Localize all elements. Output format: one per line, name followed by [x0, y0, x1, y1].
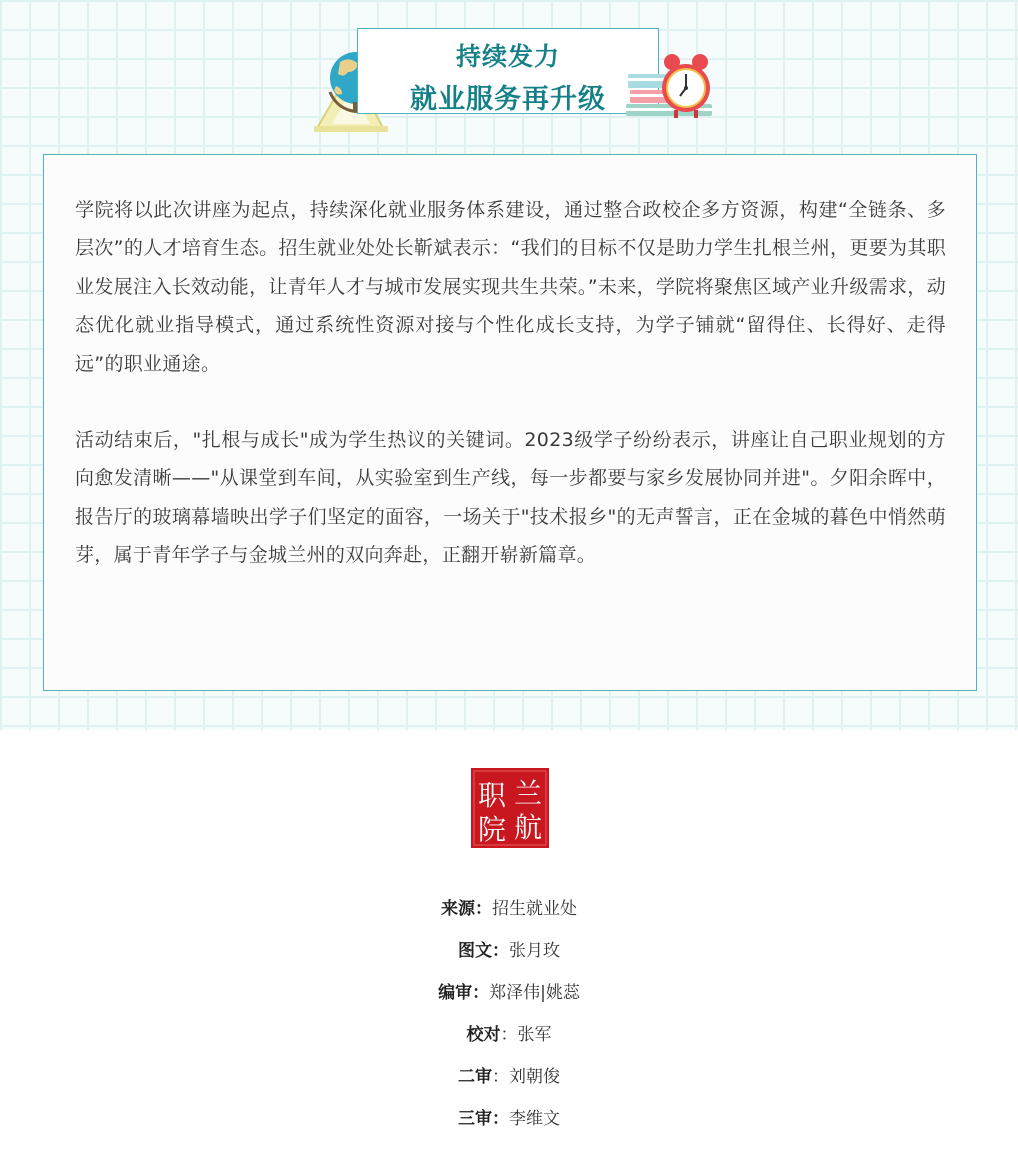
article-paragraph-2: 活动结束后，"扎根与成长"成为学生热议的关键词。2023级学子纷纷表示，讲座让自己职业规划的方向愈发清晰——"从课堂到车间，从实验室到生产线，每一步都要与家乡发展协同并进"。夕阳余晖中，报告厅的玻璃幕墙映出学子们坚定的面容，一场关于"技术报乡"的无声誓言，正在金城的暮色中悄然萌芽，属于青年学子与金城兰州的双向奔赴，正翻开崭新篇章。 — [75, 429, 946, 567]
credits — [0, 895, 1018, 1147]
credit-value: 张月玫 — [509, 941, 560, 961]
credit-value: ：刘朝俊 — [492, 1067, 560, 1087]
credit-proofreader — [0, 1021, 1018, 1063]
credit-label: 二审 — [458, 1067, 492, 1087]
svg-text:职: 职 — [477, 779, 507, 812]
title-line-1: 持续发力 — [455, 42, 560, 71]
credit-label: 图文： — [458, 941, 509, 961]
credit-source — [0, 895, 1018, 937]
credit-label: 来源： — [441, 899, 492, 919]
credit-editor — [0, 979, 1018, 1021]
credit-value: 郑泽伟|姚蕊 — [489, 983, 580, 1003]
title-box — [357, 28, 659, 114]
college-seal-stamp — [470, 767, 550, 849]
svg-text:兰: 兰 — [513, 777, 543, 810]
svg-text:院: 院 — [477, 813, 507, 846]
books-clock-icon — [624, 50, 716, 120]
credit-label: 校对 — [466, 1025, 501, 1045]
article-paragraph-1: 学院将以此次讲座为起点，持续深化就业服务体系建设，通过整合政校企多方资源，构建“全链条、多层次”的人才培育生态。招生就业处处长靳斌表示：“我们的目标不仅是助力学生扎根兰州，更要为其职业发展注入长效动能，让青年人才与城市发展实现共生共荣。”未来，学院将聚焦区域产业升级需求，动态优化就业指导模式，通过系统性资源对接与个性化成长支持，为学子铺就“留得住、长得好、走得远”的职业通途。 — [75, 199, 946, 375]
svg-text:航: 航 — [513, 811, 543, 844]
credit-second-review — [0, 1063, 1018, 1105]
credit-value: 招生就业处 — [492, 899, 577, 919]
credit-text-photo — [0, 937, 1018, 979]
credit-label: 三审： — [458, 1109, 509, 1129]
article-card — [43, 154, 977, 691]
credit-value: 李维文 — [509, 1109, 560, 1129]
credit-value: ：张军 — [500, 1025, 552, 1045]
credit-label: 编审： — [438, 983, 490, 1003]
credit-third-review — [0, 1105, 1018, 1147]
title-line-2: 就业服务再升级 — [410, 84, 606, 115]
